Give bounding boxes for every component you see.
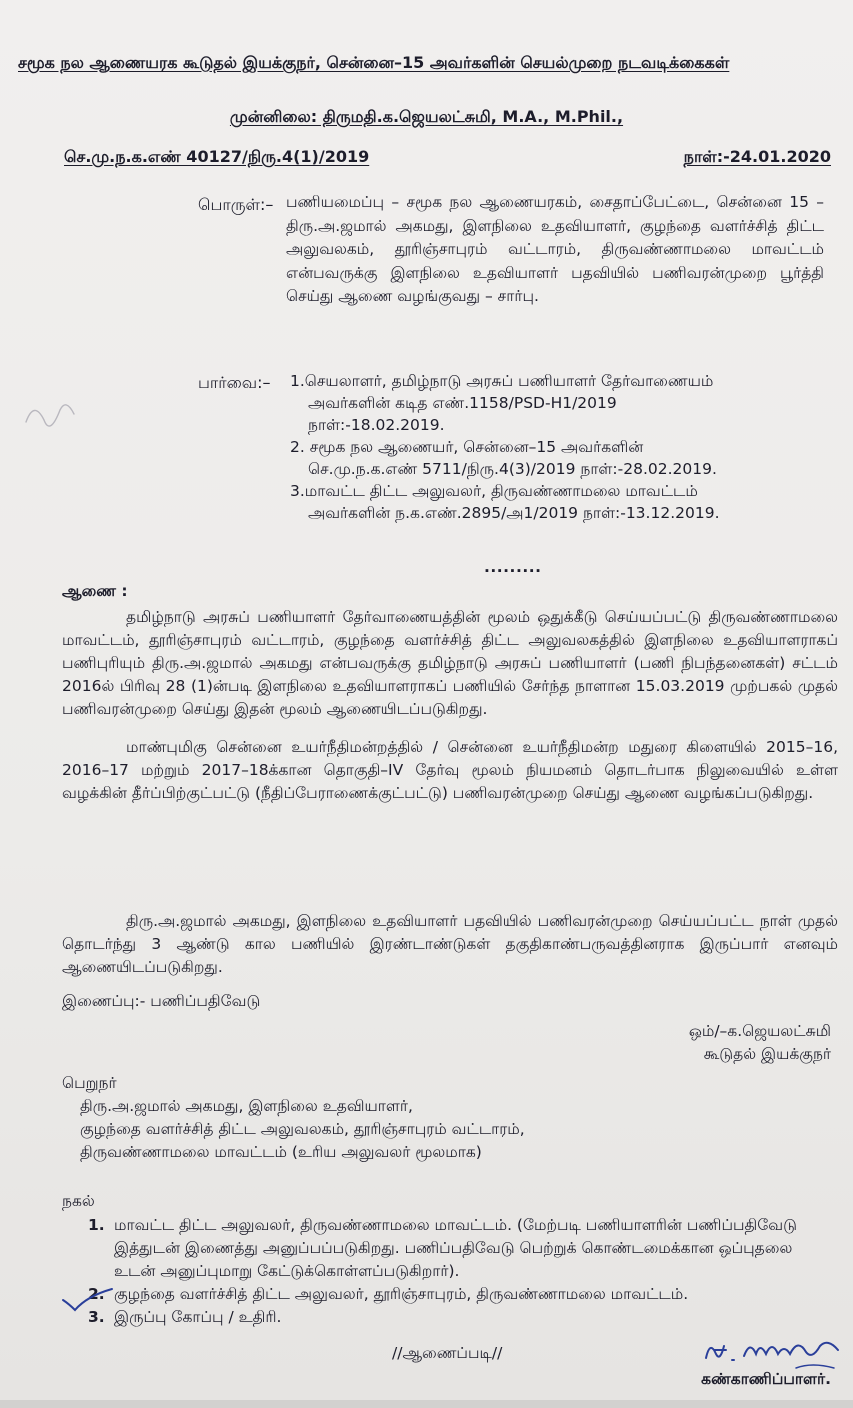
- reference-number: செ.மு.ந.க.எண் 40127/நிரு.4(1)/2019: [64, 147, 370, 166]
- scan-bottom-edge: [0, 1400, 853, 1408]
- copy-item: [88, 1306, 838, 1329]
- inspector-designation: கண்காணிப்பாளர்.: [701, 1370, 831, 1388]
- order-label: ஆணை :: [62, 582, 128, 600]
- copy-item-number: 2.: [88, 1285, 105, 1303]
- copy-list: [88, 1214, 838, 1329]
- signatory-designation: கூடுதல் இயக்குநர்: [703, 1045, 831, 1063]
- pen-tick-mark-icon: [60, 1286, 116, 1316]
- bleed-through-handwriting-icon: [20, 392, 80, 452]
- copy-item-text: இருப்பு கோப்பு / உதிரி.: [114, 1308, 282, 1326]
- handwritten-signature-icon: [700, 1332, 850, 1376]
- recipient-line: திருவண்ணாமலை மாவட்டம் (உரிய அலுவலர் மூலமாக): [80, 1143, 482, 1161]
- presiding-officer-text: முன்னிலை: திருமதி.க.ஜெயலட்சுமி, M.A., M.Phil.,: [229, 107, 624, 126]
- subject-label: பொருள்:–: [198, 195, 274, 214]
- reference-line: செ.மு.ந.க.எண் 5711/நிரு.4(3)/2019 நாள்:-28.02.2019.: [308, 460, 717, 478]
- recipient-line: திரு.அ.ஜமால் அகமது, இளநிலை உதவியாளர்,: [80, 1097, 413, 1115]
- signatory-name: ஒம்/–க.ஜெயலட்சுமி: [688, 1022, 831, 1040]
- reference-line: அவர்களின் கடித எண்.1158/PSD-H1/2019: [308, 394, 617, 412]
- recipient-address: [80, 1095, 525, 1164]
- true-copy-mark: //ஆணைப்படி//: [392, 1344, 503, 1362]
- references-list: [290, 370, 830, 524]
- reference-line: 1.செயலாளர், தமிழ்நாடு அரசுப் பணியாளர் தேர்வாணையம்: [290, 372, 714, 390]
- proceedings-heading: சமூக நல ஆணையரக கூடுதல் இயக்குநர், சென்னை–15 அவர்களின் செயல்முறை நடவடிக்கைகள்: [18, 53, 730, 72]
- reference-line: நாள்:-18.02.2019.: [308, 416, 445, 434]
- recipient-line: குழந்தை வளர்ச்சித் திட்ட அலுவலகம், தூரிஞ்சாபுரம் வட்டாரம்,: [80, 1120, 525, 1138]
- order-paragraph: திரு.அ.ஜமால் அகமது, இளநிலை உதவியாளர் பதவியில் பணிவரன்முறை செய்யப்பட்ட நாள் முதல் தொடர்ந்து 3 ஆண்டு கால பணியில் இரண்டாண்டுகள் தகுதிகாண்பருவத்தினராக இருப்பார் எனவும் ஆணையிடப்படுகிறது.: [62, 912, 838, 976]
- copy-item-number: 3.: [88, 1308, 105, 1326]
- enclosure-note: இணைப்பு:- பணிப்பதிவேடு: [62, 992, 261, 1010]
- reference-line: 2. சமூக நல ஆணையர், சென்னை–15 அவர்களின்: [290, 438, 644, 456]
- copy-item-text: குழந்தை வளர்ச்சித் திட்ட அலுவலர், தூரிஞ்சாபுரம், திருவண்ணாமலை மாவட்டம்.: [114, 1285, 689, 1303]
- order-date: நாள்:-24.01.2020: [683, 147, 831, 166]
- copy-item-text: மாவட்ட திட்ட அலுவலர், திருவண்ணாமலை மாவட்டம். (மேற்படி பணியாளரின் பணிப்பதிவேடு இத்துடன் இணைத்து அனுப்பப்படுகிறது. பணிப்பதிவேடு பெற்றுக் கொண்டமைக்கான ஒப்புதலை உடன் அனுப்புமாறு கேட்டுக்கொள்ளப்படுகிறார்).: [114, 1216, 797, 1280]
- reference-line: 3.மாவட்ட திட்ட அலுவலர், திருவண்ணாமலை மாவட்டம்: [290, 482, 698, 500]
- copy-item-number: 1.: [88, 1216, 105, 1234]
- subject-text: பணியமைப்பு – சமூக நல ஆணையரகம், சைதாப்பேட்டை, சென்னை 15 – திரு.அ.ஜமால் அகமது, இளநிலை உதவியாளர், குழந்தை வளர்ச்சித் திட்ட அலுவலகம், தூரிஞ்சாபுரம் வட்டாரம், திருவண்ணாமலை மாவட்டம் என்பவருக்கு இளநிலை உதவியாளர் பதவியில் பணிவரன்முறை பூர்த்தி செய்து ஆணை வழங்குவது – சார்பு.: [286, 193, 824, 305]
- recipient-label: பெறுநர்: [62, 1074, 117, 1092]
- copy-label: நகல்: [62, 1192, 95, 1210]
- reference-line: அவர்களின் ந.க.எண்.2895/அ1/2019 நாள்:-13.12.2019.: [308, 504, 720, 522]
- presiding-officer: [0, 106, 853, 128]
- references-separator: .........: [484, 558, 542, 576]
- references-label: பார்வை:–: [198, 373, 271, 392]
- copy-item: [88, 1214, 838, 1283]
- order-paragraph: மாண்புமிகு சென்னை உயர்நீதிமன்றத்தில் / சென்னை உயர்நீதிமன்ற மதுரை கிளையில் 2015–16, 2016–17 மற்றும் 2017–18க்கான தொகுதி–IV தேர்வு மூலம் நியமனம் தொடர்பாக நிலுவையில் உள்ள வழக்கின் தீர்ப்பிற்குட்பட்டு (நீதிப்பேராணைக்குட்பட்டு) பணிவரன்முறை செய்து ஆணை வழங்கப்படுகிறது.: [62, 738, 838, 802]
- order-paragraph: தமிழ்நாடு அரசுப் பணியாளர் தேர்வாணையத்தின் மூலம் ஒதுக்கீடு செய்யப்பட்டு திருவண்ணாமலை மாவட்டம், தூரிஞ்சாபுரம் வட்டாரம், குழந்தை வளர்ச்சித் திட்ட அலுவலகத்தில் இளநிலை உதவியாளராகப் பணிபுரியும் திரு.அ.ஜமால் அகமது என்பவருக்கு தமிழ்நாடு அரசுப் பணியாளர் (பணி நிபந்தனைகள்) சட்டம் 2016ல் பிரிவு 28 (1)ன்படி இளநிலை உதவியாளராகப் பணியில் சேர்ந்த நாளான 15.03.2019 முற்பகல் முதல் பணிவரன்முறை செய்து இதன் மூலம் ஆணையிடப்படுகிறது.: [62, 608, 838, 718]
- copy-item: [88, 1283, 838, 1306]
